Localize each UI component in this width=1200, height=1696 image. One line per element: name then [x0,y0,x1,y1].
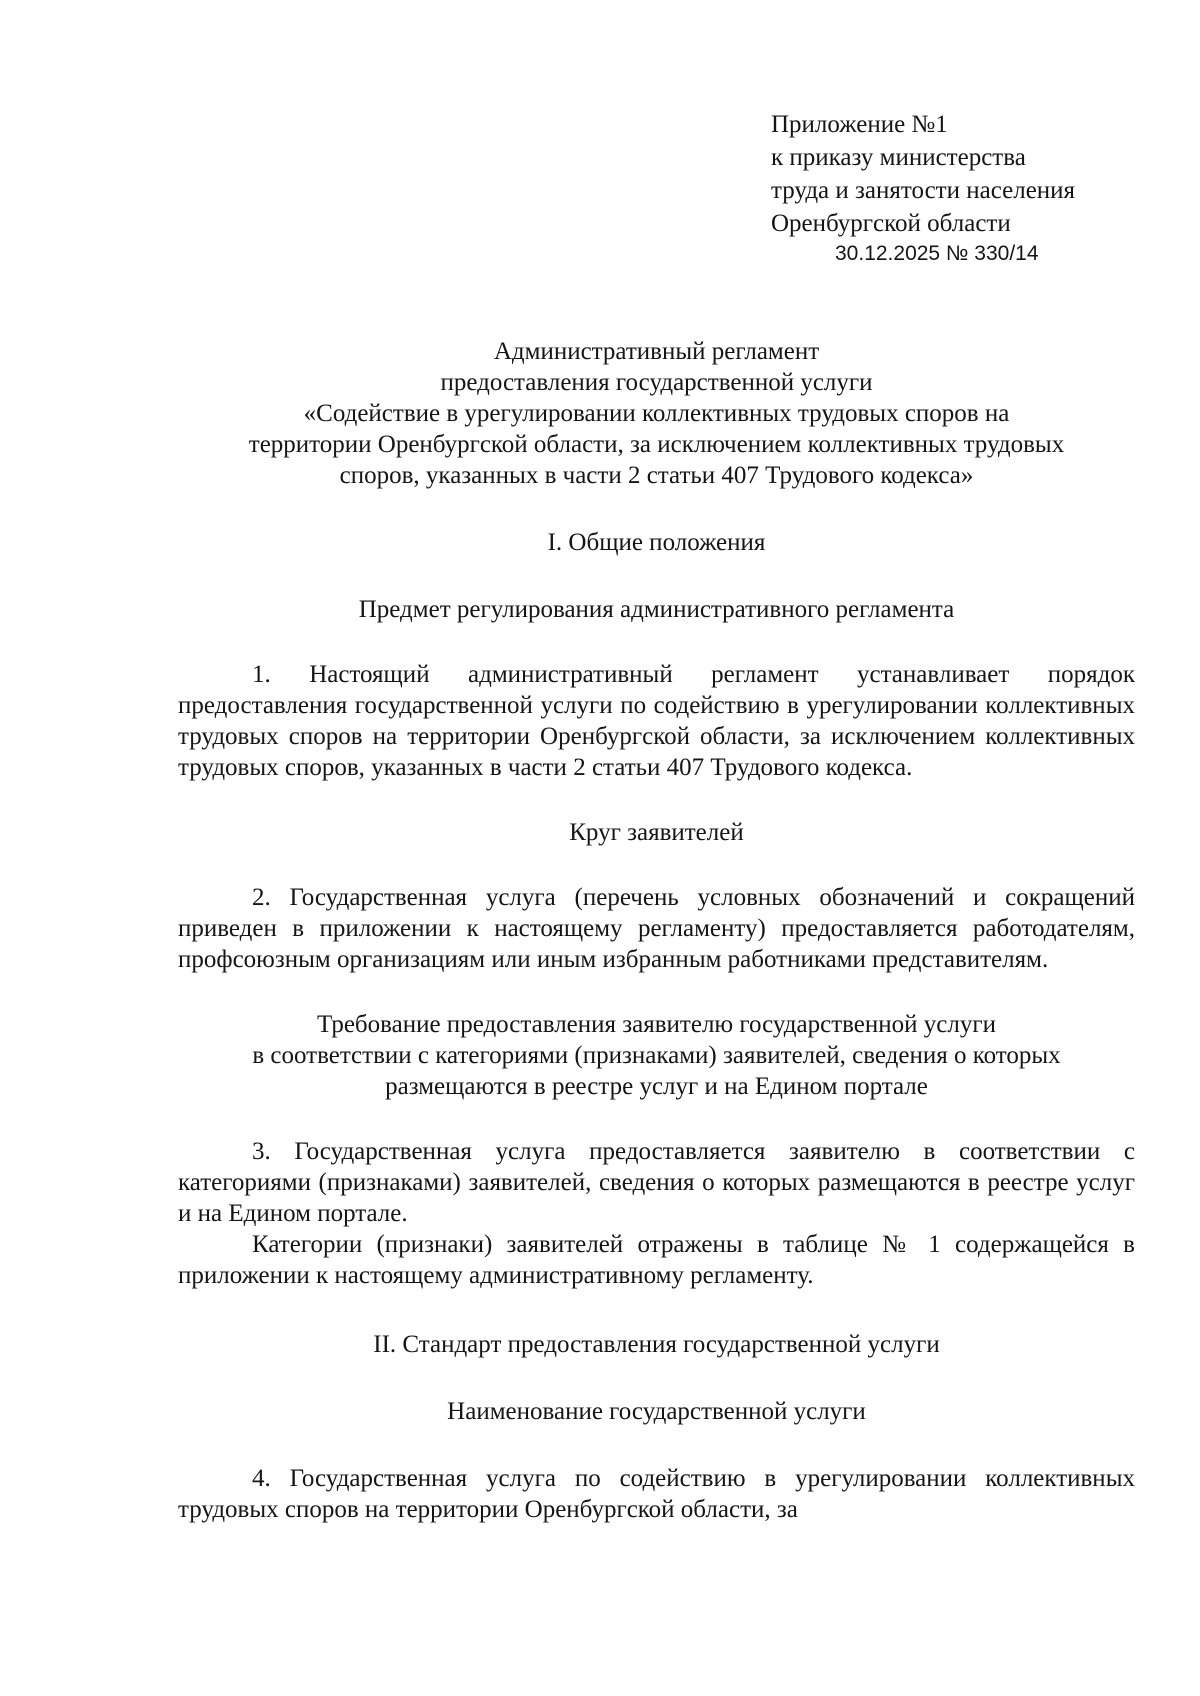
paragraph: 3. Государственная услуга предоставляется заявителю в соответствии с категориями (признаками) заявителей, сведения о которых размещаются в реестре услуг и на Едином портале. [178,1138,1135,1227]
paragraph: 1. Настоящий административный регламент устанавливает порядок предоставления государственной услуги по содействию в урегулировании коллективных трудовых споров на территории Оренбургской области, за исключением коллективных трудовых споров, указанных в части 2 статьи 407 Трудового кодекса. [178,661,1135,781]
subsection-heading: Наименование государственной услуги [447,1398,866,1425]
attachment-order-number: 30.12.2025 № 330/14 [835,242,1039,265]
paragraph: Категории (признаки) заявителей отражены в таблице № 1 содержащейся в приложении к настоящему административному регламенту. [178,1231,1135,1289]
section-heading: II. Стандарт предоставления государственной услуги [373,1331,940,1358]
document-body [178,336,1135,1525]
subsection-heading: Круг заявителей [569,819,744,846]
subsection-heading-line: Требование предоставления заявителю государственной услуги [317,1011,996,1038]
title-line: Административный регламент [493,338,820,365]
paragraph: 2. Государственная услуга (перечень условных обозначений и сокращений приведен в приложении к настоящему регламенту) предоставляется работодателям, профсоюзным организациям или иным избранным работниками представителям. [178,884,1135,973]
subsection-heading-line: в соответствии с категориями (признаками) заявителей, сведения о которых [252,1042,1061,1069]
title-line: «Содействие в урегулировании коллективных трудовых споров на [303,400,1010,427]
section-heading: I. Общие положения [547,529,766,556]
title-line: предоставления государственной услуги [440,369,873,396]
subsection-heading [178,1009,1135,1102]
attachment-line: труда и занятости населения [771,177,1076,204]
attachment-title: Приложение №1 [771,111,948,138]
title-line: территории Оренбургской области, за исключением коллективных трудовых [248,431,1065,458]
paragraph: 4. Государственная услуга по содействию в урегулировании коллективных трудовых споров на территории Оренбургской области, за [178,1465,1135,1523]
subsection-heading: Предмет регулирования административного регламента [358,596,955,623]
attachment-line: Оренбургской области [771,210,1011,237]
title-line: споров, указанных в части 2 статьи 407 Трудового кодекса» [339,462,974,489]
subsection-heading-line: размещаются в реестре услуг и на Едином портале [385,1073,928,1100]
attachment-block [771,108,1131,268]
document-title [178,336,1135,491]
attachment-line: к приказу министерства [771,144,1026,171]
